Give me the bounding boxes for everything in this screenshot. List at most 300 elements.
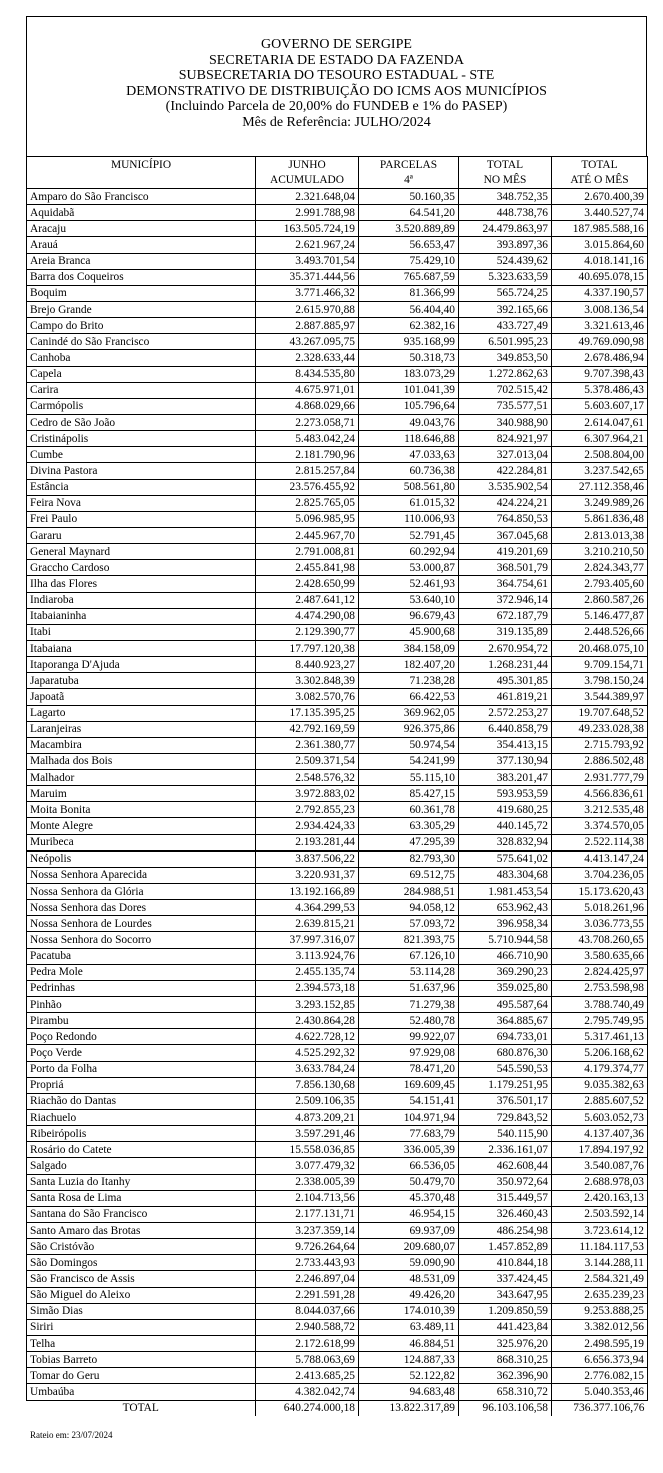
total-ate-mes-cell: 3.015.864,60 bbox=[552, 237, 648, 253]
municipio-cell: Brejo Grande bbox=[27, 301, 256, 317]
junho-acumulado-cell: 2.815.257,84 bbox=[256, 463, 359, 479]
municipio-cell: Cedro de São João bbox=[27, 414, 256, 430]
parcela-cell: 61.015,32 bbox=[359, 495, 459, 511]
junho-acumulado-cell: 43.267.095,75 bbox=[256, 334, 359, 350]
table-row bbox=[27, 1287, 648, 1303]
table-row bbox=[27, 980, 648, 996]
municipio-cell: Monte Alegre bbox=[27, 818, 256, 834]
total-mes-cell: 377.130,94 bbox=[459, 753, 552, 769]
municipio-cell: Estância bbox=[27, 479, 256, 495]
municipio-cell: São Cristóvão bbox=[27, 1239, 256, 1255]
table-row bbox=[27, 608, 648, 624]
table-row bbox=[27, 834, 648, 851]
parcela-cell: 49.043,76 bbox=[359, 414, 459, 430]
junho-acumulado-cell: 37.997.316,07 bbox=[256, 932, 359, 948]
column-subheader-no-mes: NO MÊS bbox=[459, 173, 552, 189]
municipio-cell: Japaratuba bbox=[27, 673, 256, 689]
junho-acumulado-cell: 3.597.291,46 bbox=[256, 1126, 359, 1142]
parcela-cell: 53.000,87 bbox=[359, 560, 459, 576]
total-mes-cell: 1.179.251,95 bbox=[459, 1077, 552, 1093]
junho-acumulado-cell: 2.273.058,71 bbox=[256, 414, 359, 430]
table-row bbox=[27, 753, 648, 769]
total-ate-mes-cell: 3.440.527,74 bbox=[552, 205, 648, 221]
junho-acumulado-cell: 3.237.359,14 bbox=[256, 1223, 359, 1239]
parcela-cell: 182.407,20 bbox=[359, 657, 459, 673]
municipio-cell: Pacatuba bbox=[27, 948, 256, 964]
table-row bbox=[27, 398, 648, 414]
total-ate-mes-cell: 43.708.260,65 bbox=[552, 932, 648, 948]
municipio-cell: Nossa Senhora da Glória bbox=[27, 884, 256, 900]
table-row bbox=[27, 237, 648, 253]
table-row bbox=[27, 1206, 648, 1222]
junho-acumulado-cell: 9.726.264,64 bbox=[256, 1239, 359, 1255]
parcela-cell: 64.541,20 bbox=[359, 205, 459, 221]
table-row bbox=[27, 1061, 648, 1077]
total-mes-cell: 593.953,59 bbox=[459, 786, 552, 802]
table-row bbox=[27, 948, 648, 964]
junho-acumulado-cell: 4.382.042,74 bbox=[256, 1384, 359, 1400]
total-ate-mes-cell: 6.307.964,21 bbox=[552, 431, 648, 447]
parcela-cell: 60.292,94 bbox=[359, 544, 459, 560]
total-ate-mes-cell: 2.498.595,19 bbox=[552, 1335, 648, 1351]
parcela-cell: 104.971,94 bbox=[359, 1110, 459, 1126]
parcela-cell: 52.480,78 bbox=[359, 1013, 459, 1029]
table-row bbox=[27, 253, 648, 269]
table-row bbox=[27, 1335, 648, 1351]
parcela-cell: 99.922,07 bbox=[359, 1029, 459, 1045]
municipio-cell: Divina Pastora bbox=[27, 463, 256, 479]
total-mes-cell: 364.885,67 bbox=[459, 1013, 552, 1029]
parcela-cell: 59.090,90 bbox=[359, 1255, 459, 1271]
table-row bbox=[27, 1077, 648, 1093]
total-ate-mes-cell: 9.035.382,63 bbox=[552, 1077, 648, 1093]
total-mes-cell: 1.457.852,89 bbox=[459, 1239, 552, 1255]
total-mes-cell: 319.135,89 bbox=[459, 624, 552, 640]
table-row bbox=[27, 431, 648, 447]
parcela-cell: 926.375,86 bbox=[359, 721, 459, 737]
total-mes-cell: 396.958,34 bbox=[459, 916, 552, 932]
total-mes-cell: 466.710,90 bbox=[459, 948, 552, 964]
total-ate-mes-cell: 2.522.114,38 bbox=[552, 834, 648, 851]
junho-acumulado-cell: 8.440.923,27 bbox=[256, 657, 359, 673]
total-ate-mes-cell: 2.584.321,49 bbox=[552, 1271, 648, 1287]
municipio-cell: Macambira bbox=[27, 737, 256, 753]
parcela-cell: 3.520.889,89 bbox=[359, 221, 459, 237]
table-row bbox=[27, 624, 648, 640]
parcela-cell: 71.279,38 bbox=[359, 997, 459, 1013]
total-mes-cell: 424.224,21 bbox=[459, 495, 552, 511]
junho-acumulado-cell: 2.181.790,96 bbox=[256, 447, 359, 463]
parcela-cell: 81.366,99 bbox=[359, 285, 459, 301]
table-row bbox=[27, 1126, 648, 1142]
table-row bbox=[27, 997, 648, 1013]
total-ate-mes-cell: 9.707.398,43 bbox=[552, 366, 648, 382]
junho-acumulado-cell: 5.096.985,95 bbox=[256, 511, 359, 527]
total-mes-cell: 440.145,72 bbox=[459, 818, 552, 834]
junho-acumulado-cell: 2.172.618,99 bbox=[256, 1335, 359, 1351]
junho-acumulado-cell: 2.825.765,05 bbox=[256, 495, 359, 511]
municipio-cell: Porto da Folha bbox=[27, 1061, 256, 1077]
total-mes-cell: 524.439,62 bbox=[459, 253, 552, 269]
table-row bbox=[27, 884, 648, 900]
municipio-cell: Pinhão bbox=[27, 997, 256, 1013]
parcela-cell: 336.005,39 bbox=[359, 1142, 459, 1158]
total-mes-cell: 5.710.944,58 bbox=[459, 932, 552, 948]
table-row bbox=[27, 350, 648, 366]
footnote-rateio-date: Rateio em: 23/07/2024 bbox=[30, 1430, 113, 1440]
municipio-cell: Rosário do Catete bbox=[27, 1142, 256, 1158]
junho-acumulado-cell: 3.113.924,76 bbox=[256, 948, 359, 964]
table-row bbox=[27, 818, 648, 834]
municipio-cell: Carmópolis bbox=[27, 398, 256, 414]
parcela-cell: 82.793,30 bbox=[359, 851, 459, 868]
municipio-cell: São Domingos bbox=[27, 1255, 256, 1271]
parcela-cell: 50.160,35 bbox=[359, 189, 459, 205]
municipio-cell: São Miguel do Aleixo bbox=[27, 1287, 256, 1303]
table-row bbox=[27, 414, 648, 430]
junho-acumulado-cell: 17.797.120,38 bbox=[256, 640, 359, 656]
junho-acumulado-cell: 23.576.455,92 bbox=[256, 479, 359, 495]
parcela-cell: 209.680,07 bbox=[359, 1239, 459, 1255]
total-mes-cell: 1.272.862,63 bbox=[459, 366, 552, 382]
total-ate-mes-cell: 3.540.087,76 bbox=[552, 1158, 648, 1174]
table-row bbox=[27, 964, 648, 980]
table-row bbox=[27, 1384, 648, 1400]
total-ate-mes-cell: 3.723.614,12 bbox=[552, 1223, 648, 1239]
total-ate-mes-cell: 2.931.777,79 bbox=[552, 770, 648, 786]
junho-acumulado-cell: 2.430.864,28 bbox=[256, 1013, 359, 1029]
parcela-cell: 52.461,93 bbox=[359, 576, 459, 592]
table-row bbox=[27, 721, 648, 737]
municipio-cell: Simão Dias bbox=[27, 1303, 256, 1319]
total-ate-mes-cell: 5.040.353,46 bbox=[552, 1384, 648, 1400]
parcela-cell: 67.126,10 bbox=[359, 948, 459, 964]
municipio-cell: Moita Bonita bbox=[27, 802, 256, 818]
parcela-cell: 77.683,79 bbox=[359, 1126, 459, 1142]
total-ate-mes-cell: 3.210.210,50 bbox=[552, 544, 648, 560]
parcela-cell: 56.653,47 bbox=[359, 237, 459, 253]
parcela-cell: 47.295,39 bbox=[359, 834, 459, 851]
total-mes-cell: 824.921,97 bbox=[459, 431, 552, 447]
parcela-cell: 66.536,05 bbox=[359, 1158, 459, 1174]
total-ate-mes-cell: 3.544.389,97 bbox=[552, 689, 648, 705]
total-ate-mes-cell: 9.709.154,71 bbox=[552, 657, 648, 673]
table-row bbox=[27, 1368, 648, 1384]
total-mes-cell: 5.323.633,59 bbox=[459, 269, 552, 285]
total-mes-cell: 653.962,43 bbox=[459, 900, 552, 916]
municipio-cell: Tomar do Geru bbox=[27, 1368, 256, 1384]
junho-acumulado-cell: 2.291.591,28 bbox=[256, 1287, 359, 1303]
municipio-cell: Nossa Senhora de Lourdes bbox=[27, 916, 256, 932]
total-mes-cell: 702.515,42 bbox=[459, 382, 552, 398]
total-ate-mes-cell: 3.374.570,05 bbox=[552, 818, 648, 834]
table-row bbox=[27, 1255, 648, 1271]
total-ate-mes-cell: 5.378.486,43 bbox=[552, 382, 648, 398]
table-row bbox=[27, 786, 648, 802]
header-line-government: GOVERNO DE SERGIPE bbox=[261, 37, 412, 52]
total-ate-mes-cell: 3.382.012,56 bbox=[552, 1319, 648, 1335]
total-ate-mes-cell: 2.670.400,39 bbox=[552, 189, 648, 205]
junho-acumulado-cell: 163.505.724,19 bbox=[256, 221, 359, 237]
total-mes-cell: 340.988,90 bbox=[459, 414, 552, 430]
column-header-row-bottom bbox=[27, 173, 648, 189]
municipio-cell: Laranjeiras bbox=[27, 721, 256, 737]
total-mes-cell: 359.025,80 bbox=[459, 980, 552, 996]
table-row bbox=[27, 269, 648, 285]
parcela-cell: 508.561,80 bbox=[359, 479, 459, 495]
parcela-cell: 63.305,29 bbox=[359, 818, 459, 834]
municipio-cell: Capela bbox=[27, 366, 256, 382]
parcela-cell: 183.073,29 bbox=[359, 366, 459, 382]
municipio-cell: Nossa Senhora do Socorro bbox=[27, 932, 256, 948]
total-mes-cell: 348.752,35 bbox=[459, 189, 552, 205]
municipio-cell: Pedrinhas bbox=[27, 980, 256, 996]
total-no-mes: 96.103.106,58 bbox=[459, 1400, 552, 1416]
table-row bbox=[27, 689, 648, 705]
total-mes-cell: 369.290,23 bbox=[459, 964, 552, 980]
total-row bbox=[27, 1400, 648, 1416]
total-junho-acumulado: 640.274.000,18 bbox=[256, 1400, 359, 1416]
total-ate-mes-cell: 3.036.773,55 bbox=[552, 916, 648, 932]
parcela-cell: 54.241,99 bbox=[359, 753, 459, 769]
parcela-cell: 50.318,73 bbox=[359, 350, 459, 366]
total-label: TOTAL bbox=[122, 1402, 159, 1415]
table-row bbox=[27, 900, 648, 916]
municipio-cell: Campo do Brito bbox=[27, 318, 256, 334]
total-mes-cell: 1.268.231,44 bbox=[459, 657, 552, 673]
parcela-cell: 60.361,78 bbox=[359, 802, 459, 818]
junho-acumulado-cell: 2.940.588,72 bbox=[256, 1319, 359, 1335]
municipio-cell: Telha bbox=[27, 1335, 256, 1351]
column-header-parcelas: PARCELAS bbox=[359, 157, 459, 173]
municipio-cell: Graccho Cardoso bbox=[27, 560, 256, 576]
municipio-cell: Carira bbox=[27, 382, 256, 398]
junho-acumulado-cell: 5.788.063,69 bbox=[256, 1352, 359, 1368]
municipio-cell: Riachuelo bbox=[27, 1110, 256, 1126]
parcela-cell: 45.900,68 bbox=[359, 624, 459, 640]
junho-acumulado-cell: 2.428.650,99 bbox=[256, 576, 359, 592]
total-mes-cell: 764.850,53 bbox=[459, 511, 552, 527]
total-mes-cell: 422.284,81 bbox=[459, 463, 552, 479]
parcela-cell: 60.736,38 bbox=[359, 463, 459, 479]
total-ate-mes-cell: 4.137.407,36 bbox=[552, 1126, 648, 1142]
parcela-cell: 54.151,41 bbox=[359, 1093, 459, 1109]
total-mes-cell: 2.336.161,07 bbox=[459, 1142, 552, 1158]
junho-acumulado-cell: 4.868.029,66 bbox=[256, 398, 359, 414]
junho-acumulado-cell: 4.525.292,32 bbox=[256, 1045, 359, 1061]
junho-acumulado-cell: 2.509.106,35 bbox=[256, 1093, 359, 1109]
municipio-cell: Itabi bbox=[27, 624, 256, 640]
municipio-cell: Santo Amaro das Brotas bbox=[27, 1223, 256, 1239]
total-ate-mes-cell: 2.635.239,23 bbox=[552, 1287, 648, 1303]
column-header-total-mes: TOTAL bbox=[459, 157, 552, 173]
municipio-cell: Arauá bbox=[27, 237, 256, 253]
municipio-cell: Pedra Mole bbox=[27, 964, 256, 980]
junho-acumulado-cell: 42.792.169,59 bbox=[256, 721, 359, 737]
total-ate-mes-cell: 49.769.090,98 bbox=[552, 334, 648, 350]
junho-acumulado-cell: 3.633.784,24 bbox=[256, 1061, 359, 1077]
parcela-cell: 57.093,72 bbox=[359, 916, 459, 932]
parcela-cell: 97.929,08 bbox=[359, 1045, 459, 1061]
total-mes-cell: 349.853,50 bbox=[459, 350, 552, 366]
parcela-cell: 69.512,75 bbox=[359, 867, 459, 883]
total-ate-mes-cell: 3.321.613,46 bbox=[552, 318, 648, 334]
junho-acumulado-cell: 2.621.967,24 bbox=[256, 237, 359, 253]
column-subheader-ate-o-mes: ATÉ O MÊS bbox=[552, 173, 648, 189]
distribution-table bbox=[26, 156, 648, 1416]
total-ate-mes-cell: 4.179.374,77 bbox=[552, 1061, 648, 1077]
parcela-cell: 50.974,54 bbox=[359, 737, 459, 753]
table-row bbox=[27, 657, 648, 673]
municipio-cell: Santa Luzia do Itanhy bbox=[27, 1174, 256, 1190]
junho-acumulado-cell: 2.509.371,54 bbox=[256, 753, 359, 769]
column-subheader-acumulado: ACUMULADO bbox=[256, 173, 359, 189]
total-mes-cell: 1.209.850,59 bbox=[459, 1303, 552, 1319]
total-mes-cell: 392.165,66 bbox=[459, 301, 552, 317]
junho-acumulado-cell: 2.887.885,97 bbox=[256, 318, 359, 334]
total-ate-mes-cell: 2.503.592,14 bbox=[552, 1206, 648, 1222]
total-mes-cell: 383.201,47 bbox=[459, 770, 552, 786]
parcela-cell: 63.489,11 bbox=[359, 1319, 459, 1335]
total-mes-cell: 483.304,68 bbox=[459, 867, 552, 883]
parcela-cell: 369.962,05 bbox=[359, 705, 459, 721]
junho-acumulado-cell: 3.220.931,37 bbox=[256, 867, 359, 883]
total-mes-cell: 658.310,72 bbox=[459, 1384, 552, 1400]
table-row bbox=[27, 576, 648, 592]
column-header-municipio: MUNICÍPIO bbox=[27, 157, 256, 173]
parcela-cell: 105.796,64 bbox=[359, 398, 459, 414]
column-header-total-ate-mes: TOTAL bbox=[552, 157, 648, 173]
parcela-cell: 56.404,40 bbox=[359, 301, 459, 317]
total-mes-cell: 433.727,49 bbox=[459, 318, 552, 334]
total-mes-cell: 364.754,61 bbox=[459, 576, 552, 592]
total-ate-mes-cell: 3.249.989,26 bbox=[552, 495, 648, 511]
total-ate-mes-cell: 2.793.405,60 bbox=[552, 576, 648, 592]
total-ate-mes-cell: 5.018.261,96 bbox=[552, 900, 648, 916]
municipio-cell: Itaporanga D'Ajuda bbox=[27, 657, 256, 673]
total-ate-mes-cell: 2.824.343,77 bbox=[552, 560, 648, 576]
total-mes-cell: 337.424,45 bbox=[459, 1271, 552, 1287]
municipio-cell: Frei Paulo bbox=[27, 511, 256, 527]
junho-acumulado-cell: 2.328.633,44 bbox=[256, 350, 359, 366]
total-mes-cell: 462.608,44 bbox=[459, 1158, 552, 1174]
municipio-cell: Barra dos Coqueiros bbox=[27, 269, 256, 285]
table-row bbox=[27, 334, 648, 350]
municipio-cell: Canhoba bbox=[27, 350, 256, 366]
table-row bbox=[27, 1352, 648, 1368]
table-row bbox=[27, 802, 648, 818]
municipio-cell: Cumbe bbox=[27, 447, 256, 463]
parcela-cell: 55.115,10 bbox=[359, 770, 459, 786]
municipio-cell: Poço Redondo bbox=[27, 1029, 256, 1045]
junho-acumulado-cell: 2.991.788,98 bbox=[256, 205, 359, 221]
total-ate-mes-cell: 5.206.168,62 bbox=[552, 1045, 648, 1061]
junho-acumulado-cell: 2.394.573,18 bbox=[256, 980, 359, 996]
table-row bbox=[27, 592, 648, 608]
total-ate-mes-cell: 3.580.635,66 bbox=[552, 948, 648, 964]
table-row bbox=[27, 932, 648, 948]
municipio-cell: Tobias Barreto bbox=[27, 1352, 256, 1368]
junho-acumulado-cell: 2.548.576,32 bbox=[256, 770, 359, 786]
municipio-cell: Gararu bbox=[27, 527, 256, 543]
municipio-cell: Amparo do São Francisco bbox=[27, 189, 256, 205]
table-row bbox=[27, 382, 648, 398]
junho-acumulado-cell: 2.455.135,74 bbox=[256, 964, 359, 980]
table-row bbox=[27, 463, 648, 479]
total-ate-mes-cell: 3.704.236,05 bbox=[552, 867, 648, 883]
document-header bbox=[26, 16, 647, 156]
parcela-cell: 71.238,28 bbox=[359, 673, 459, 689]
total-ate-mes-cell: 2.886.502,48 bbox=[552, 753, 648, 769]
table-row bbox=[27, 495, 648, 511]
icms-distribution-document bbox=[26, 16, 647, 1416]
junho-acumulado-cell: 2.129.390,77 bbox=[256, 624, 359, 640]
table-row bbox=[27, 1142, 648, 1158]
table-row bbox=[27, 560, 648, 576]
total-ate-mes-cell: 3.798.150,24 bbox=[552, 673, 648, 689]
total-ate-mes-cell: 2.776.082,15 bbox=[552, 1368, 648, 1384]
parcela-cell: 52.122,82 bbox=[359, 1368, 459, 1384]
parcela-cell: 765.687,59 bbox=[359, 269, 459, 285]
junho-acumulado-cell: 2.193.281,44 bbox=[256, 834, 359, 851]
total-mes-cell: 672.187,79 bbox=[459, 608, 552, 624]
total-mes-cell: 694.733,01 bbox=[459, 1029, 552, 1045]
municipio-cell: Aracaju bbox=[27, 221, 256, 237]
table-row bbox=[27, 1303, 648, 1319]
table-row bbox=[27, 511, 648, 527]
parcela-cell: 174.010,39 bbox=[359, 1303, 459, 1319]
parcela-cell: 94.683,48 bbox=[359, 1384, 459, 1400]
junho-acumulado-cell: 2.361.380,77 bbox=[256, 737, 359, 753]
total-ate-mes-cell: 5.317.461,13 bbox=[552, 1029, 648, 1045]
total-mes-cell: 362.396,90 bbox=[459, 1368, 552, 1384]
junho-acumulado-cell: 8.434.535,80 bbox=[256, 366, 359, 382]
parcela-cell: 53.114,28 bbox=[359, 964, 459, 980]
municipio-cell: Ilha das Flores bbox=[27, 576, 256, 592]
total-mes-cell: 419.680,25 bbox=[459, 802, 552, 818]
municipio-cell: Siriri bbox=[27, 1319, 256, 1335]
total-ate-mes-cell: 2.508.804,00 bbox=[552, 447, 648, 463]
total-ate-mes-cell: 3.237.542,65 bbox=[552, 463, 648, 479]
total-ate-mes-cell: 5.146.477,87 bbox=[552, 608, 648, 624]
municipio-cell: Aquidabã bbox=[27, 205, 256, 221]
junho-acumulado-cell: 2.104.713,56 bbox=[256, 1190, 359, 1206]
total-mes-cell: 1.981.453,54 bbox=[459, 884, 552, 900]
municipality-rows bbox=[27, 189, 648, 1401]
total-ate-mes-cell: 2.448.526,66 bbox=[552, 624, 648, 640]
parcela-cell: 53.640,10 bbox=[359, 592, 459, 608]
junho-acumulado-cell: 2.791.008,81 bbox=[256, 544, 359, 560]
total-mes-cell: 565.724,25 bbox=[459, 285, 552, 301]
table-row bbox=[27, 1319, 648, 1335]
municipio-cell: Propriá bbox=[27, 1077, 256, 1093]
municipio-cell: Nossa Senhora das Dores bbox=[27, 900, 256, 916]
municipio-cell: Maruim bbox=[27, 786, 256, 802]
municipio-cell: Areia Branca bbox=[27, 253, 256, 269]
table-row bbox=[27, 673, 648, 689]
parcela-cell: 94.058,12 bbox=[359, 900, 459, 916]
parcela-cell: 78.471,20 bbox=[359, 1061, 459, 1077]
total-mes-cell: 24.479.863,97 bbox=[459, 221, 552, 237]
municipio-cell: Riachão do Dantas bbox=[27, 1093, 256, 1109]
total-mes-cell: 495.301,85 bbox=[459, 673, 552, 689]
total-mes-cell: 343.647,95 bbox=[459, 1287, 552, 1303]
parcela-cell: 935.168,99 bbox=[359, 334, 459, 350]
parcela-cell: 50.479,70 bbox=[359, 1174, 459, 1190]
total-ate-mes-cell: 2.813.013,38 bbox=[552, 527, 648, 543]
junho-acumulado-cell: 2.733.443,93 bbox=[256, 1255, 359, 1271]
table-row bbox=[27, 1013, 648, 1029]
